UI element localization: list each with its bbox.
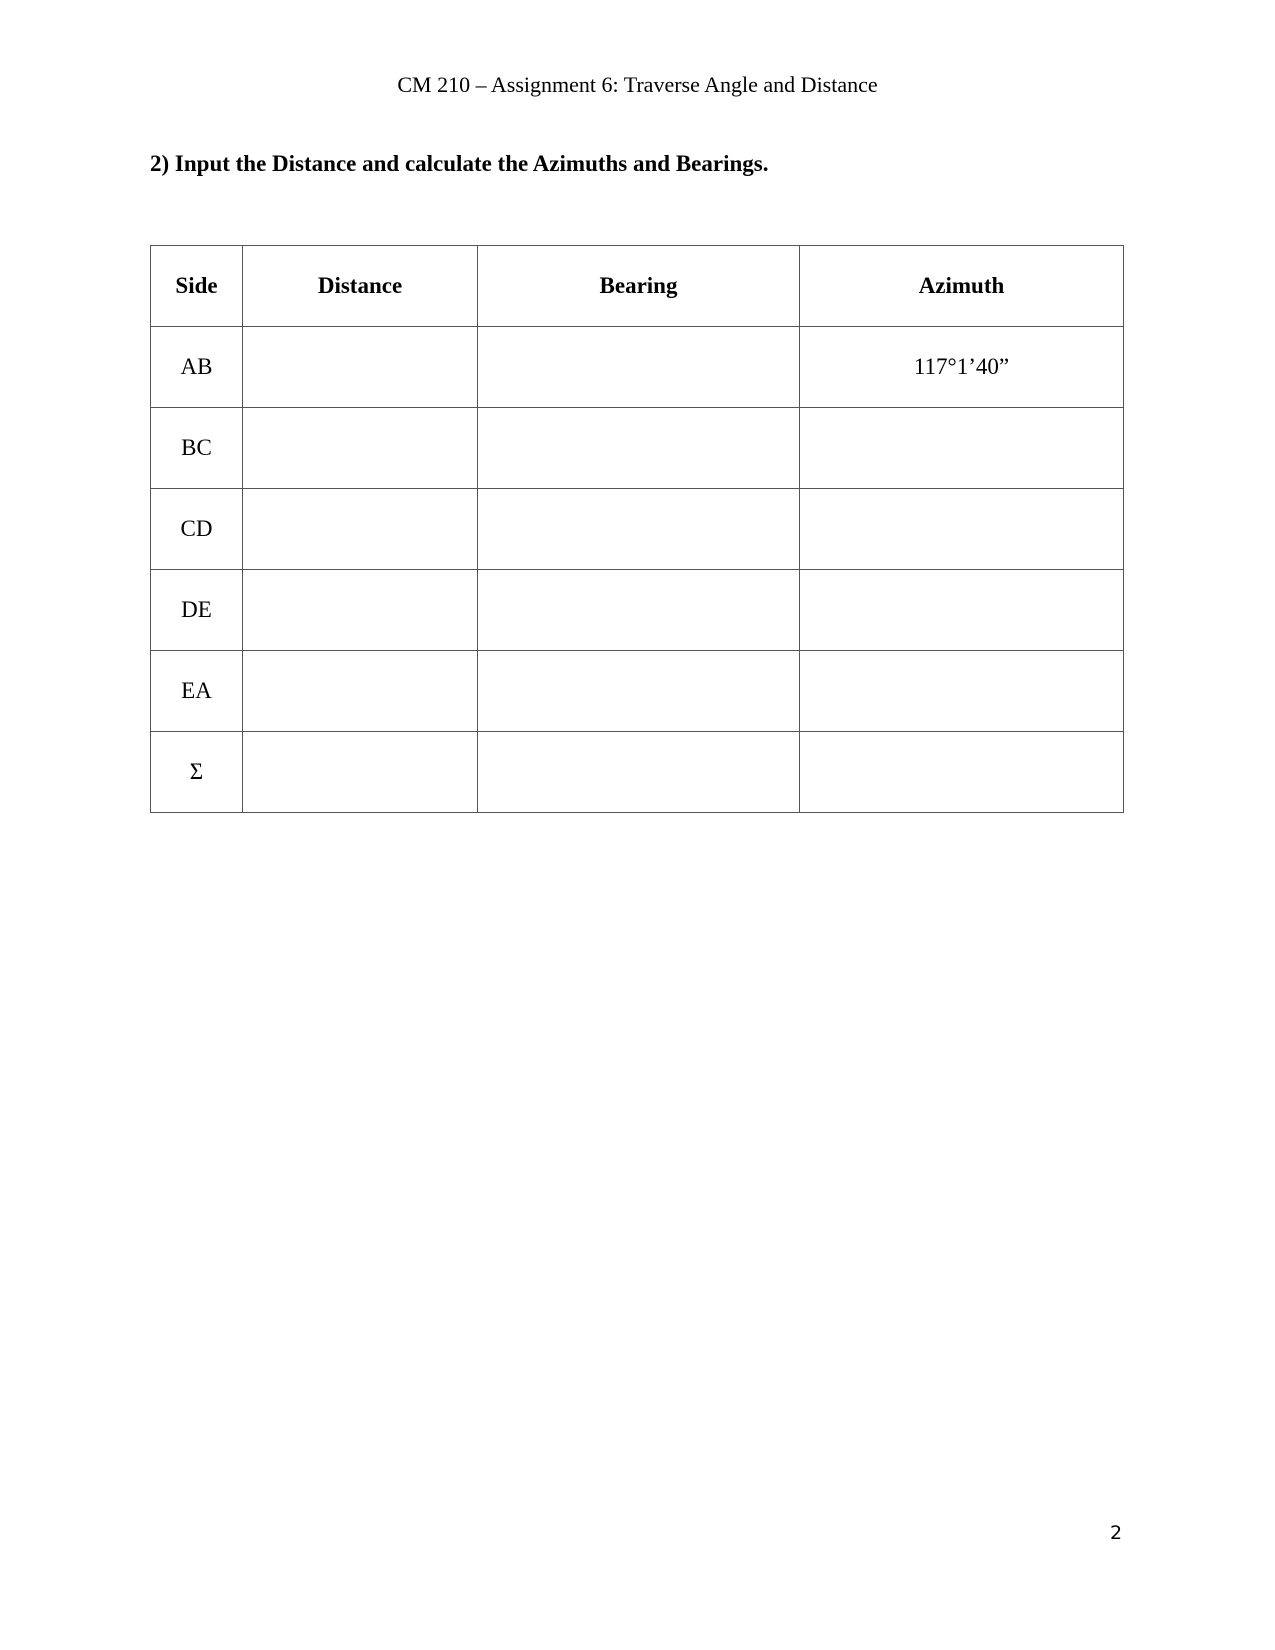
distance-cell[interactable] <box>243 732 478 813</box>
side-cell: DE <box>151 570 243 651</box>
column-header-bearing: Bearing <box>478 246 800 327</box>
side-cell: BC <box>151 408 243 489</box>
bearing-cell[interactable] <box>478 489 800 570</box>
azimuth-cell[interactable] <box>800 732 1124 813</box>
table-row <box>151 489 1124 570</box>
table-row <box>151 327 1124 408</box>
bearing-cell[interactable] <box>478 327 800 408</box>
bearing-cell[interactable] <box>478 732 800 813</box>
distance-cell[interactable] <box>243 651 478 732</box>
azimuth-cell[interactable]: 117°1’40” <box>800 327 1124 408</box>
document-header: CM 210 – Assignment 6: Traverse Angle and Distance <box>397 72 878 97</box>
column-header-azimuth: Azimuth <box>800 246 1124 327</box>
distance-cell[interactable] <box>243 570 478 651</box>
question-heading: 2) Input the Distance and calculate the Azimuths and Bearings. <box>150 151 769 176</box>
table-row <box>151 570 1124 651</box>
column-header-distance: Distance <box>243 246 478 327</box>
side-cell: CD <box>151 489 243 570</box>
azimuth-cell[interactable] <box>800 570 1124 651</box>
distance-cell[interactable] <box>243 408 478 489</box>
distance-cell[interactable] <box>243 327 478 408</box>
table-row <box>151 651 1124 732</box>
azimuth-cell[interactable] <box>800 651 1124 732</box>
side-cell: EA <box>151 651 243 732</box>
bearing-cell[interactable] <box>478 570 800 651</box>
column-header-side: Side <box>151 246 243 327</box>
bearing-cell[interactable] <box>478 651 800 732</box>
bearing-cell[interactable] <box>478 408 800 489</box>
side-cell: AB <box>151 327 243 408</box>
table-header-row <box>151 246 1124 327</box>
azimuth-cell[interactable] <box>800 489 1124 570</box>
table-row-sum <box>151 732 1124 813</box>
page-number: 2 <box>1110 1522 1123 1544</box>
azimuth-cell[interactable] <box>800 408 1124 489</box>
sum-symbol-cell: Σ <box>151 732 243 813</box>
distance-cell[interactable] <box>243 489 478 570</box>
traverse-table <box>150 245 1124 813</box>
table-row <box>151 408 1124 489</box>
